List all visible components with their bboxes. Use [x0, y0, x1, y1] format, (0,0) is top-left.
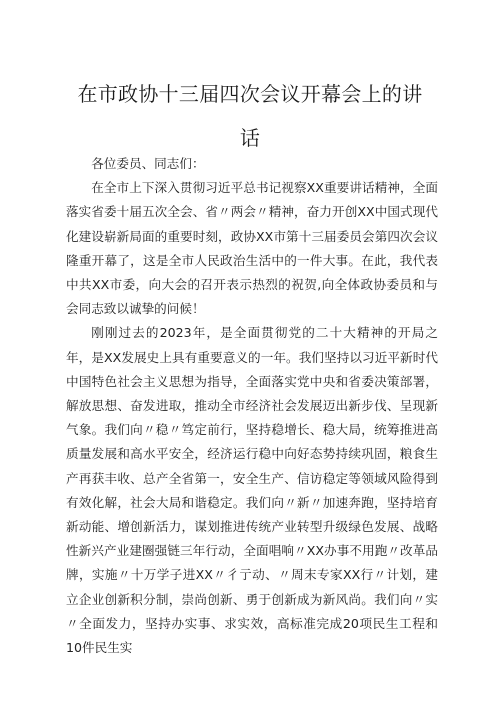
- paragraph-1: 在全市上下深入贯彻习近平总书记视察XX重要讲话精神，全面落实省委十届五次全会、省〃两会〃精神，奋力开创XX中国式现代化建设崭新局面的重要时刻，政协XX市第十三届委员会第四次会议隆重开幕了，这是全市人民政治生活中的一件大事。在此，我代表中共XX市委，向大会的召开表示热烈的祝贺,向全体政协委员和与会同志致以诚挚的问候！: [66, 180, 438, 317]
- document-title-line-1: 在市政协十三届四次会议开幕会上的讲: [77, 82, 423, 106]
- document-body: [66, 152, 438, 660]
- paragraph-2: 刚刚过去的2023年，是全面贯彻党的二十大精神的开局之年，是XX发展史上具有重要意义的一年。我们坚持以习近平新时代中国特色社会主义思想为指导，全面落实党中央和省委决策部署，解放思想、奋发进取，推动全市经济社会发展迈出新步伐、呈现新气象。我们向〃稳〃笃定前行，坚持稳增长、稳大局，统筹推进高质量发展和高水平安全，经济运行稳中向好态势持续巩固，粮食生产再获丰收、总产全省第一，安全生产、信访稳定等领域风险得到有效化解，社会大局和谐稳定。我们向〃新〃加速奔跑，坚持培育新动能、增创新活力，谋划推进传统产业转型升级绿色发展、战略性新兴产业建圈强链三年行动，全面唱响〃XX办事不用跑〃改革品牌，实施〃十万学子进XX〃彳亍动、〃周末专家XX行〃计划，建立企业创新积分制，崇尚创新、勇于创新成为新风尚。我们向〃实〃全面发力，坚持办实事、求实效，高标准完成20项民生工程和10件民生实: [66, 325, 438, 656]
- salutation: 各位委员、同志们：: [91, 156, 205, 171]
- document-title-line-2: 话: [239, 126, 261, 150]
